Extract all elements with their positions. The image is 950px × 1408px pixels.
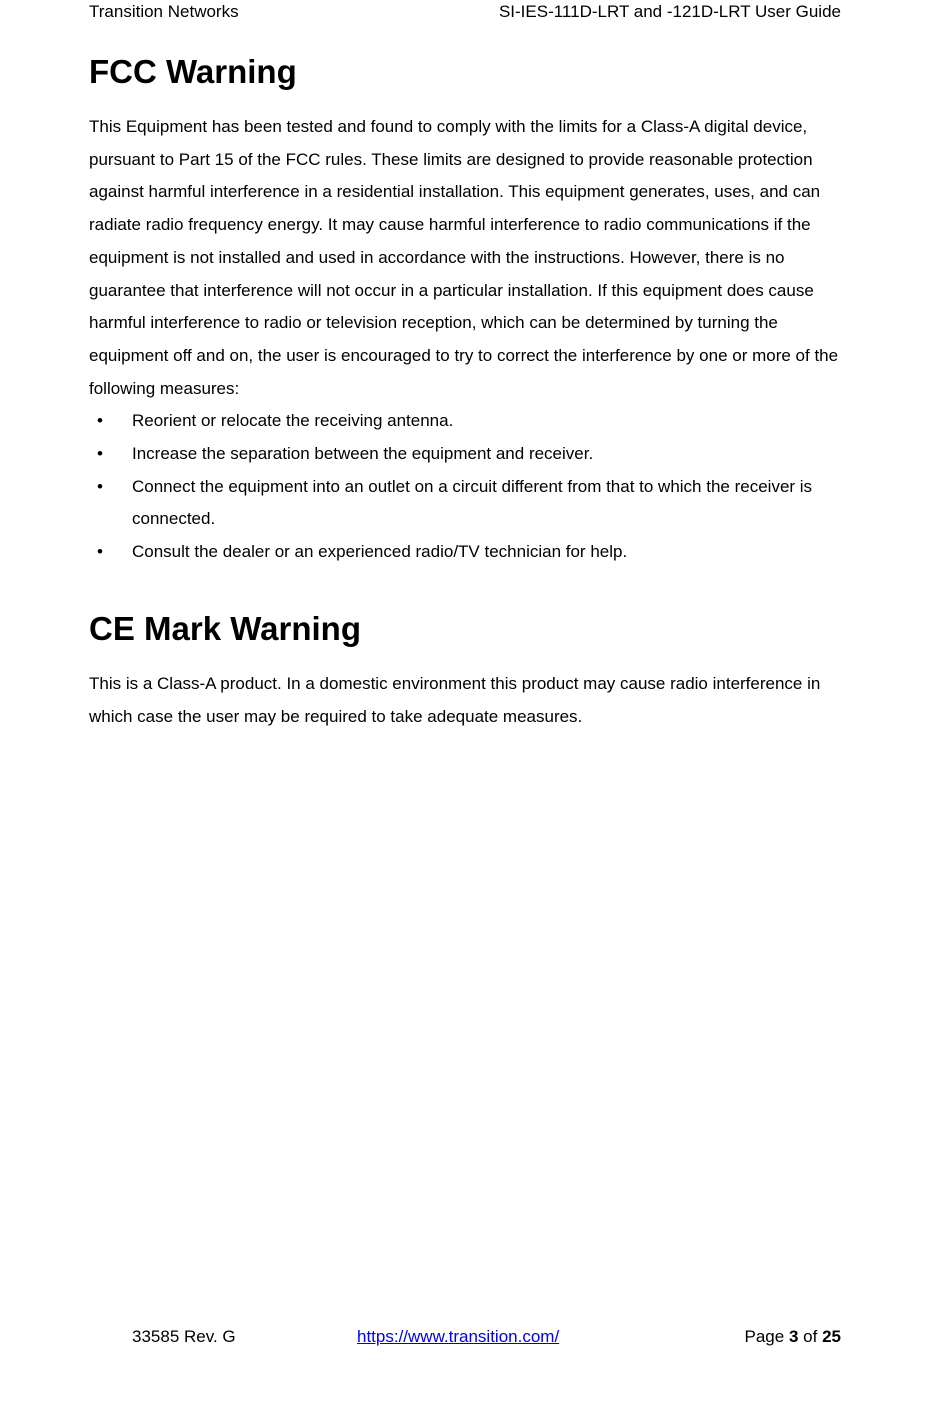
fcc-measures-list bbox=[89, 405, 849, 569]
list-item: • Increase the separation between the equipment and receiver. bbox=[89, 438, 849, 471]
page-footer bbox=[0, 1325, 950, 1349]
list-item: • Reorient or relocate the receiving antenna. bbox=[89, 405, 849, 438]
list-item: • Connect the equipment into an outlet on a circuit different from that to which the receiver is connected. bbox=[89, 471, 849, 536]
bullet-icon: • bbox=[97, 542, 103, 562]
ce-warning-body: This is a Class-A product. In a domestic environment this product may cause radio interference in which case the user may be required to take adequate measures. bbox=[89, 673, 821, 726]
bullet-icon: • bbox=[97, 411, 103, 431]
footer-website-link[interactable]: https://www.transition.com/ bbox=[357, 1327, 560, 1346]
bullet-icon: • bbox=[97, 476, 103, 496]
list-item: • Consult the dealer or an experienced radio/TV technician for help. bbox=[89, 536, 849, 569]
fcc-warning-body: This Equipment has been tested and found to comply with the limits for a Class-A digital device, pursuant to Part 15 of the FCC rules. These limits are designed to provide reasonable protection against harmful interference in a residential installation. This equipment generates, uses, and can radiate radio frequency energy. It may cause harmful interference to radio communications if the equipment is not installed and used in accordance with the instructions. However, there is no guarantee that interference will not occur in a particular installation. If this equipment does cause harmful interference to radio or television reception, which can be determined by turning the equipment off and on, the user is encouraged to try to correct the interference by one or more of the following measures: bbox=[89, 117, 839, 398]
footer-revision: 33585 Rev. G bbox=[132, 1327, 236, 1346]
header-document-title: SI-IES-111D-LRT and -121D-LRT User Guide bbox=[498, 2, 841, 21]
bullet-icon: • bbox=[97, 444, 103, 464]
page-content bbox=[89, 50, 849, 733]
fcc-warning-heading: FCC Warning bbox=[89, 53, 297, 90]
footer-page-number: Page 3 of 25 bbox=[744, 1327, 841, 1346]
header-company: Transition Networks bbox=[89, 2, 239, 21]
page-header bbox=[89, 0, 841, 24]
ce-warning-heading: CE Mark Warning bbox=[89, 609, 361, 647]
